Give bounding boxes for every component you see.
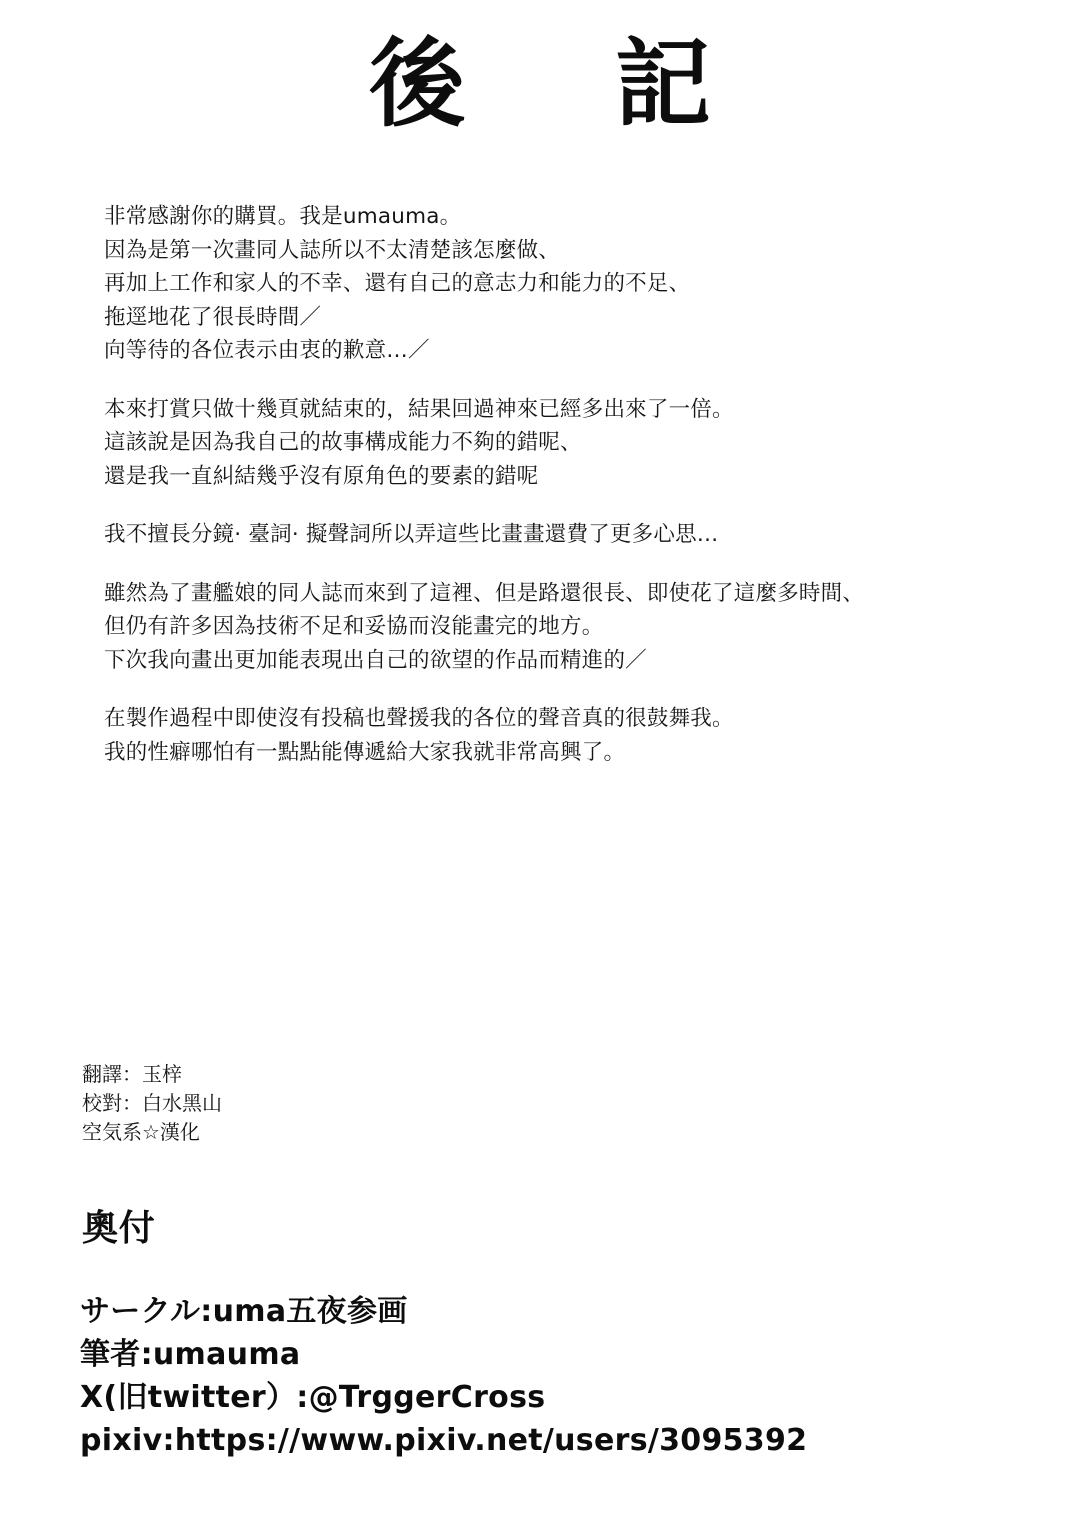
afterword-paragraph bbox=[104, 518, 1004, 552]
afterword-line: 還是我一直糾結幾乎沒有原角色的要素的錯呢 bbox=[104, 463, 539, 489]
afterword-paragraph bbox=[104, 200, 1004, 368]
afterword-body bbox=[104, 200, 1004, 769]
credit-translator: 翻譯：玉梓 bbox=[82, 1062, 182, 1086]
colophon-circle: サークル:uma五夜参画 bbox=[80, 1294, 408, 1329]
colophon-twitter: X(旧twitter）:@TrggerCross bbox=[80, 1380, 546, 1415]
afterword-line: 但仍有許多因為技術不足和妥協而沒能畫完的地方。 bbox=[104, 614, 604, 639]
afterword-paragraph bbox=[104, 577, 1004, 678]
afterword-paragraph bbox=[104, 702, 1004, 769]
credit-group: 空気系☆漢化 bbox=[82, 1120, 200, 1144]
afterword-line: 我不擅長分鏡· 臺詞· 擬聲詞所以弄這些比畫畫還費了更多心思… bbox=[104, 522, 719, 547]
afterword-paragraph bbox=[104, 393, 1004, 494]
colophon-heading: 奧付 bbox=[82, 1208, 156, 1249]
translation-credits bbox=[82, 1060, 222, 1147]
credit-proofreader: 校對：白水黑山 bbox=[82, 1091, 222, 1115]
afterword-line: 向等待的各位表示由衷的歉意…／ bbox=[104, 338, 430, 363]
afterword-line: 下次我向畫出更加能表現出自己的欲望的作品而精進的／ bbox=[104, 647, 647, 673]
afterword-line: 非常感謝你的購買。我是umauma。 bbox=[104, 204, 462, 229]
afterword-line: 拖逕地花了很長時間／ bbox=[104, 304, 322, 330]
afterword-line: 因為是第一次畫同人誌所以不太清楚該怎麼做、 bbox=[104, 237, 561, 263]
afterword-line: 這該說是因為我自己的故事構成能力不夠的錯呢、 bbox=[104, 430, 582, 455]
afterword-line: 我的性癖哪怕有一點點能傳遞給大家我就非常高興了。 bbox=[104, 739, 626, 765]
afterword-line: 再加上工作和家人的不幸、還有自己的意志力和能力的不足、 bbox=[104, 271, 691, 296]
colophon-author: 筆者:umauma bbox=[80, 1337, 301, 1372]
colophon-pixiv: pixiv:https://www.pixiv.net/users/3095392 bbox=[80, 1423, 808, 1458]
afterword-line: 在製作過程中即使沒有投稿也聲援我的各位的聲音真的很鼓舞我。 bbox=[104, 706, 734, 731]
page-title: 後 記 bbox=[369, 28, 738, 140]
afterword-line: 本來打賞只做十幾頁就結束的，結果回過神來已經多出來了一倍。 bbox=[104, 396, 734, 422]
afterword-line: 雖然為了畫艦娘的同人誌而來到了這裡、但是路還很長、即使花了這麼多時間、 bbox=[104, 580, 865, 606]
colophon-details bbox=[80, 1290, 1040, 1462]
